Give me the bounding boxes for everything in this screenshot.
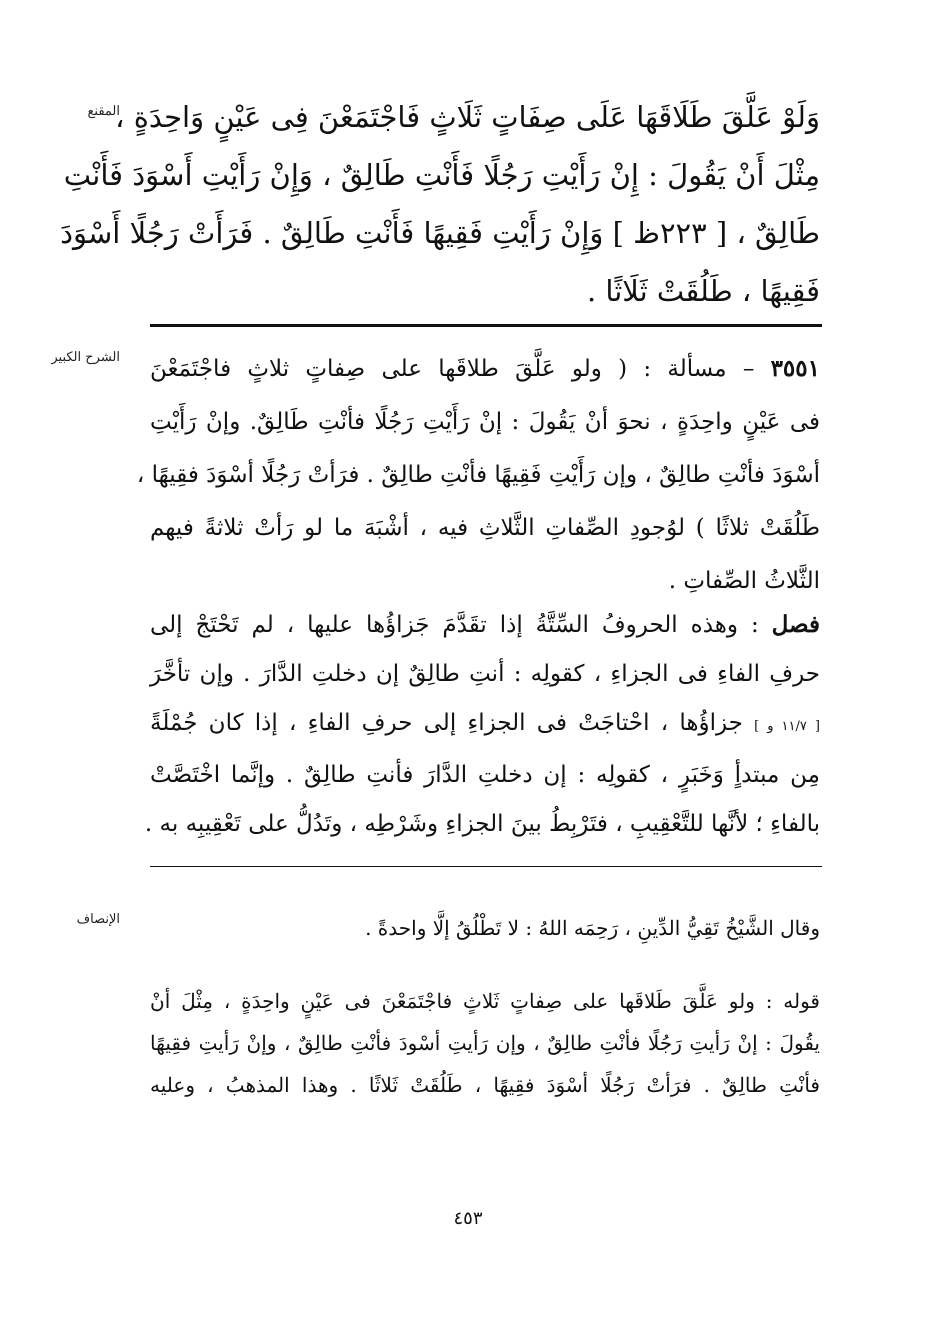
margin-label-insaf: الإنصاف	[76, 912, 120, 927]
insaf-line: قوله : ولو عَلَّقَ طَلاقَها على صِفاتٍ ثَلاثٍ فاجْتَمَعْنَ فى عَيْنٍ واحِدَةٍ ، مِثْلَ أنْ	[150, 989, 820, 1013]
fasl-line	[150, 699, 820, 751]
muqni-line: طَالِقٌ ، [ ٢٢٣ظ ] وَإِنْ رَأَيْتِ فَقِيهًا فَأَنْتِ طَالِقٌ . فَرَأَتْ رَجُلًا أَسْوَدَ	[60, 216, 820, 250]
muqni-line: فَقِيهًا ، طَلُقَتْ ثَلَاثًا .	[586, 274, 820, 308]
sharh-line: أسْوَدَ فأنْتِ طالِقٌ ، وإن رَأَيْتِ فَقِيهًا فأنْتِ طالِقٌ . فرَأتْ رَجُلًا أسْوَدَ فقِيهًا ،	[136, 462, 820, 488]
sharh-line	[150, 342, 820, 396]
masala-number: ٣٥٥١	[770, 355, 820, 382]
folio-reference: [ ١١/٧ و ]	[754, 719, 820, 734]
insaf-line: يقُولَ : إنْ رَأيتِ رَجُلًا فأنْتِ طالِقٌ ، وإن رَأيتِ أسْودَ فأنْتِ طالِقٌ ، وإنْ رَأيتِ فقِيهًا	[150, 1031, 820, 1055]
fasl-line: مِن مبتدأٍ وَخَبَرٍ ، كقولِه : إن دخلتِ الدَّارَ فأنتِ طالِقٌ . وإنَّما اخْتَصَّتْ	[150, 762, 820, 788]
fasl-line: بالفاءِ ؛ لأنَّها للتَّعْقِيبِ ، فتَرْبِطُ بينَ الجزاءِ وشَرْطِه ، وتَدُلُّ على تَعْقِيبِه به .	[144, 811, 820, 837]
insaf-note-line: وقال الشَّيْخُ تَقِيُّ الدِّينِ ، رَحِمَه اللهُ : لا تَطْلُقُ إلَّا واحدةً .	[365, 916, 820, 940]
margin-label-sharh: الشرح الكبير	[51, 350, 120, 365]
sharh-text-block	[136, 342, 820, 608]
fasl-heading: فصل	[771, 611, 820, 638]
fasl-text-block	[144, 600, 820, 849]
insaf-line: فأنْتِ طالِقٌ . فرَأتْ رَجُلًا أسْوَدَ فقِيهًا ، طَلُقَتْ ثَلاثًا . وهذا المذهبُ ، وعليه	[150, 1073, 820, 1097]
sharh-line: الثَّلاثُ الصِّفاتِ .	[668, 568, 820, 594]
page-number: ٤٥٣	[453, 1208, 483, 1229]
sharh-line: فى عَيْنٍ واحِدَةٍ ، نحوَ أنْ يَقُولَ : إنْ رَأَيْتِ رَجُلًا فأنْتِ طَالِقٌ. وإنْ رَأَيْتِ	[150, 409, 820, 435]
insaf-text-block	[150, 980, 820, 1106]
section-divider-thin	[150, 866, 822, 867]
fasl-line: حرفِ الفاءِ فى الجزاءِ ، كقولِه : أنتِ طالِقٌ إن دخلتِ الدَّارَ . وإن تأخَّرَ	[150, 661, 820, 687]
sharh-line-text: – مسألة : ( ولو عَلَّقَ طلاقَها على صِفاتٍ ثلاثٍ فاجْتَمَعْنَ	[150, 356, 771, 382]
margin-label-muqni: المقنع	[87, 104, 120, 119]
muqni-line: وَلَوْ عَلَّقَ طَلَاقَهَا عَلَى صِفَاتٍ ثَلَاثٍ فَاجْتَمَعْنَ فِى عَيْنٍ وَاحِدَةٍ ،	[115, 100, 820, 134]
fasl-line-text: جزاؤُها ، احْتاجَتْ فى الجزاءِ إلى حرفِ الفاءِ ، إذا كان جُمْلَةً	[150, 710, 755, 736]
sharh-line: طَلُقَتْ ثلاثًا ) لوُجودِ الصِّفاتِ الثَّلاثِ فيه ، أشْبَهَ ما لو رَأتْ ثلاثةً فيهم	[150, 515, 820, 541]
muqni-line: مِثْلَ أَنْ يَقُولَ : إِنْ رَأَيْتِ رَجُلًا فَأَنْتِ طَالِقٌ ، وَإِنْ رَأَيْتِ أَسْوَدَ فَأَنْتِ	[63, 158, 820, 192]
fasl-line	[150, 600, 820, 650]
section-divider-thick	[150, 324, 822, 327]
insaf-note	[150, 908, 820, 948]
fasl-line-text: : وهذه الحروفُ السِّتَّةُ إذا تقَدَّمَ جَزاؤُها عليها ، لم تَحْتَجْ إلى	[150, 612, 772, 638]
